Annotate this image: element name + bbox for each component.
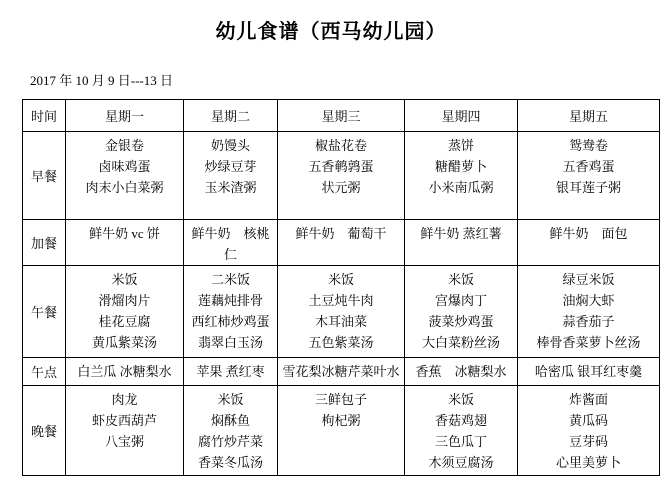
cell-r4-c0	[66, 386, 184, 476]
cell-r2-c3	[405, 266, 518, 358]
table-row-2	[23, 266, 660, 358]
menu-item: 宫爆肉丁	[434, 293, 487, 308]
menu-item: 小米南瓜粥	[428, 180, 494, 195]
menu-item: 心里美萝卜	[555, 455, 621, 470]
menu-item: 卤味鸡蛋	[98, 159, 151, 174]
menu-item: 状元粥	[321, 180, 361, 195]
menu-item: 蒜香茄子	[562, 314, 615, 329]
cell-r1-c1	[184, 220, 278, 266]
menu-item: 米饭	[111, 272, 138, 287]
menu-item: 雪花梨冰糖芹菜叶水	[282, 364, 400, 379]
menu-item: 三鲜包子	[314, 392, 367, 407]
row-label-2: 午餐	[23, 266, 66, 358]
menu-table-head-row	[23, 100, 660, 132]
cell-r3-c1	[184, 358, 278, 386]
menu-item: 油焖大虾	[562, 293, 615, 308]
cell-r3-c3	[405, 358, 518, 386]
menu-item: 金银卷	[104, 138, 144, 153]
cell-r2-c0	[66, 266, 184, 358]
cell-r1-c0	[66, 220, 184, 266]
cell-r0-c4	[518, 132, 660, 220]
column-header-4: 星期四	[405, 100, 518, 132]
menu-item: 五色紫菜汤	[308, 335, 374, 350]
cell-r2-c2	[278, 266, 405, 358]
menu-item: 米饭	[447, 272, 474, 287]
cell-r4-c2	[278, 386, 405, 476]
menu-item: 苹果 煮红枣	[196, 364, 265, 379]
menu-item: 绿豆米饭	[562, 272, 615, 287]
column-header-3: 星期三	[278, 100, 405, 132]
menu-item: 二米饭	[210, 272, 250, 287]
cell-r3-c4	[518, 358, 660, 386]
row-label-1: 加餐	[23, 220, 66, 266]
row-label-3: 午点	[23, 358, 66, 386]
column-header-5: 星期五	[518, 100, 660, 132]
cell-r4-c3	[405, 386, 518, 476]
menu-item: 枸杞粥	[321, 413, 361, 428]
menu-item: 土豆炖牛肉	[308, 293, 374, 308]
menu-item: 米饭	[217, 392, 244, 407]
menu-item: 三色瓜丁	[434, 434, 487, 449]
menu-item: 香菇鸡翅	[434, 413, 487, 428]
menu-item: 白兰瓜 冰糖梨水	[77, 364, 172, 379]
menu-item: 黄瓜紫菜汤	[91, 335, 157, 350]
menu-item: 焖酥鱼	[210, 413, 250, 428]
cell-r3-c2	[278, 358, 405, 386]
cell-r0-c2	[278, 132, 405, 220]
cell-r1-c2	[278, 220, 405, 266]
row-label-4: 晚餐	[23, 386, 66, 476]
menu-item: 炒绿豆芽	[204, 159, 257, 174]
menu-item: 腐竹炒芹菜	[197, 434, 263, 449]
menu-item: 桂花豆腐	[98, 314, 151, 329]
menu-item: 玉米渣粥	[204, 180, 257, 195]
table-row-3	[23, 358, 660, 386]
table-row-1	[23, 220, 660, 266]
menu-item: 米饭	[447, 392, 474, 407]
table-row-0	[23, 132, 660, 220]
menu-table	[22, 99, 660, 476]
menu-item: 木耳油菜	[314, 314, 367, 329]
menu-item: 糖醋萝卜	[434, 159, 487, 174]
menu-item: 蒸饼	[447, 138, 474, 153]
menu-item: 西红柿炒鸡蛋	[191, 314, 270, 329]
menu-item: 大白菜粉丝汤	[421, 335, 500, 350]
row-label-0: 早餐	[23, 132, 66, 220]
menu-item: 翡翠白玉汤	[197, 335, 263, 350]
cell-r3-c0	[66, 358, 184, 386]
cell-r0-c1	[184, 132, 278, 220]
cell-r0-c3	[405, 132, 518, 220]
column-header-2: 星期二	[184, 100, 278, 132]
table-row-4	[23, 386, 660, 476]
cell-r2-c1	[184, 266, 278, 358]
menu-item: 哈密瓜 银耳红枣羹	[534, 364, 643, 379]
date-range: 2017 年 10 月 9 日---13 日	[30, 73, 173, 88]
menu-item: 鲜牛奶 葡萄干	[295, 226, 387, 241]
cell-r1-c4	[518, 220, 660, 266]
menu-item: 香蕉 冰糖梨水	[415, 364, 507, 379]
menu-item: 仁	[223, 247, 237, 262]
cell-r2-c4	[518, 266, 660, 358]
menu-table-body	[23, 132, 660, 476]
column-header-1: 星期一	[66, 100, 184, 132]
menu-item: 肉末小白菜粥	[85, 180, 164, 195]
menu-item: 香菜冬瓜汤	[197, 455, 263, 470]
menu-item: 米饭	[327, 272, 354, 287]
cell-r0-c0	[66, 132, 184, 220]
menu-item: 奶馒头	[210, 138, 250, 153]
menu-item: 木须豆腐汤	[428, 455, 494, 470]
menu-item: 鲜牛奶 面包	[549, 226, 628, 241]
menu-item: 炸酱面	[568, 392, 608, 407]
menu-item: 鲜牛奶 核桃	[191, 226, 270, 241]
menu-item: 鲜牛奶 蒸红薯	[420, 226, 502, 241]
column-header-0: 时间	[23, 100, 66, 132]
menu-item: 肉龙	[111, 392, 138, 407]
menu-item: 菠菜炒鸡蛋	[428, 314, 494, 329]
menu-item: 椒盐花卷	[314, 138, 367, 153]
menu-item: 鸳鸯卷	[568, 138, 608, 153]
menu-item: 五香鹌鹑蛋	[308, 159, 374, 174]
menu-item: 滑熘肉片	[98, 293, 151, 308]
menu-item: 黄瓜码	[568, 413, 608, 428]
menu-item: 豆芽码	[568, 434, 608, 449]
menu-item: 五香鸡蛋	[562, 159, 615, 174]
page-title: 幼儿食谱（西马幼儿园）	[215, 21, 447, 43]
menu-item: 银耳莲子粥	[555, 180, 621, 195]
menu-item: 莲藕炖排骨	[197, 293, 263, 308]
cell-r4-c1	[184, 386, 278, 476]
menu-item: 棒骨香菜萝卜丝汤	[536, 335, 641, 350]
menu-item: 虾皮西葫芦	[91, 413, 157, 428]
menu-item: 八宝粥	[104, 434, 144, 449]
menu-item: 鲜牛奶 vc 饼	[89, 226, 160, 241]
page	[0, 15, 662, 500]
cell-r4-c4	[518, 386, 660, 476]
cell-r1-c3	[405, 220, 518, 266]
